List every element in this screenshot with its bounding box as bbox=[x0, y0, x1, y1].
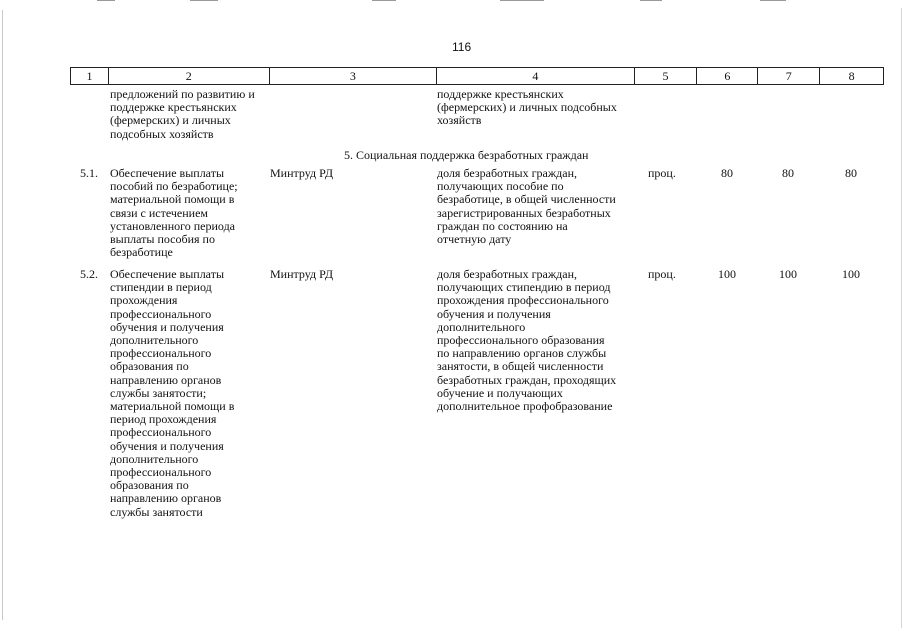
page-left-edge bbox=[2, 10, 3, 620]
unit-cell: проц. bbox=[648, 166, 676, 180]
column-header-4: 4 bbox=[437, 68, 635, 84]
column-header-1: 1 bbox=[71, 68, 109, 84]
column-header-8: 8 bbox=[848, 69, 855, 83]
scan-mark bbox=[372, 0, 396, 1]
section-title: 5. Социальная поддержка безработных граждан bbox=[344, 148, 589, 162]
activity-cell: Обеспечение выплаты стипендии в период прохождения профессионального обучения и получения дополнительного профессионального образования по направлению органов службы занятости; материальной помощи в период прохождения профессионального обучения и получения дополнительного профессионального образования по направлению органов службы занятости bbox=[110, 267, 235, 519]
indicator-cell: доля безработных граждан, получающих пособие по безработице, в общей численности зарегистрированных безработных граждан по состоянию на отчетную дату bbox=[437, 166, 616, 247]
scan-mark bbox=[760, 0, 786, 1]
activity-cell: Обеспечение выплаты пособий по безработице; материальной помощи в связи с истечением установленного периода выплаты пособия по безработице bbox=[110, 166, 238, 260]
value-cell-col8: 100 bbox=[842, 267, 860, 281]
table-header-row bbox=[70, 67, 884, 85]
continuation-indicator-cell: поддержке крестьянских (фермерских) и личных подсобных хозяйств bbox=[437, 87, 617, 128]
scan-mark bbox=[500, 0, 544, 1]
unit-cell: проц. bbox=[648, 267, 676, 281]
row-number-cell: 5.2. bbox=[80, 267, 98, 281]
value-cell-col6: 80 bbox=[721, 166, 733, 180]
row-number-cell: 5.1. bbox=[80, 166, 98, 180]
indicator-cell: доля безработных граждан, получающих стипендию в период прохождения профессионального обучения и получения дополнительного профессионального образования по направлению органов службы занятости, в общей численности безработных граждан, проходящих обучение и получающих дополнительное профобразование bbox=[437, 267, 617, 414]
value-cell-col7: 100 bbox=[779, 267, 797, 281]
column-header-3: 3 bbox=[270, 68, 438, 84]
scan-mark bbox=[190, 0, 218, 1]
column-header-6: 6 bbox=[697, 68, 758, 84]
scan-mark bbox=[97, 0, 115, 1]
organization-cell: Минтруд РД bbox=[270, 267, 334, 281]
value-cell-col7: 80 bbox=[782, 166, 794, 180]
column-header-2: 2 bbox=[109, 68, 270, 84]
value-cell-col8: 80 bbox=[845, 166, 857, 180]
continuation-activity-cell: предложений по развитию и поддержке крестьянских (фермерских) и личных подсобных хозяйств bbox=[110, 87, 255, 141]
scan-mark bbox=[640, 0, 662, 1]
page-right-edge bbox=[901, 8, 902, 628]
organization-cell: Минтруд РД bbox=[270, 166, 334, 180]
column-header-7: 7 bbox=[758, 68, 820, 84]
value-cell-col6: 100 bbox=[718, 267, 736, 281]
column-header-5: 5 bbox=[635, 68, 698, 84]
page-number: 116 bbox=[452, 40, 472, 54]
